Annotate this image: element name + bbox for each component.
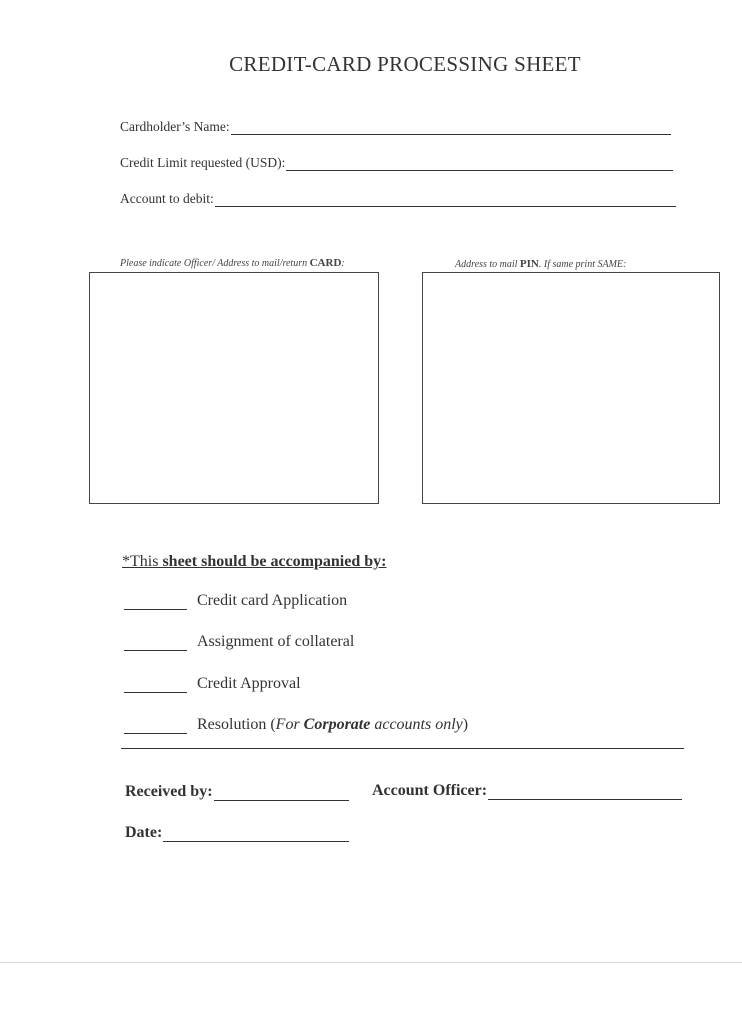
account-debit-label: Account to debit: bbox=[120, 191, 214, 206]
account-officer-field bbox=[372, 782, 682, 800]
date-field bbox=[125, 824, 349, 842]
checklist-item-credit-card-application bbox=[124, 592, 347, 610]
cardholder-name-label: Cardholder’s Name: bbox=[120, 119, 230, 134]
date-line[interactable] bbox=[163, 827, 349, 842]
checklist-item-label bbox=[197, 716, 468, 734]
checklist-item-label: Credit Approval bbox=[197, 675, 301, 692]
date-label: Date: bbox=[125, 824, 163, 841]
section-divider bbox=[121, 748, 684, 749]
account-officer-label: Account Officer: bbox=[372, 782, 488, 799]
accompanied-heading-prefix: *This bbox=[122, 553, 163, 570]
card-address-box[interactable] bbox=[89, 272, 379, 504]
pin-caption-bold: PIN bbox=[519, 258, 539, 270]
account-debit-line[interactable] bbox=[215, 194, 676, 207]
cardholder-name-field bbox=[120, 119, 671, 135]
document-title: CREDIT-CARD PROCESSING SHEET bbox=[229, 52, 581, 76]
resolution-label: Resolution ( bbox=[197, 716, 276, 733]
checklist-blank[interactable] bbox=[124, 595, 187, 610]
credit-limit-label: Credit Limit requested (USD): bbox=[120, 155, 286, 170]
checklist-blank[interactable] bbox=[124, 636, 187, 651]
account-officer-line[interactable] bbox=[488, 785, 682, 800]
card-caption-end: : bbox=[341, 258, 345, 269]
received-by-line[interactable] bbox=[214, 786, 349, 801]
card-caption-bold: CARD bbox=[309, 257, 342, 269]
account-debit-field bbox=[120, 191, 676, 207]
resolution-close-paren: ) bbox=[462, 716, 469, 733]
card-caption-text: Please indicate Officer/ Address to mail/return bbox=[120, 258, 310, 269]
checklist-item-label: Assignment of collateral bbox=[197, 633, 355, 650]
pin-caption-end: . If same print SAME: bbox=[538, 259, 627, 270]
checklist-blank[interactable] bbox=[124, 719, 187, 734]
checklist-item-label: Credit card Application bbox=[197, 592, 348, 609]
credit-limit-field bbox=[120, 155, 673, 171]
scan-edge bbox=[0, 962, 742, 963]
accompanied-heading bbox=[122, 553, 386, 571]
pin-address-caption bbox=[455, 258, 626, 270]
checklist-item-assignment-collateral bbox=[124, 633, 354, 651]
card-address-caption bbox=[120, 257, 345, 269]
checklist-blank[interactable] bbox=[124, 678, 187, 693]
resolution-accounts-only: accounts only bbox=[370, 716, 463, 733]
checklist-item-credit-approval bbox=[124, 675, 301, 693]
pin-caption-text: Address to mail bbox=[455, 259, 520, 270]
received-by-label: Received by: bbox=[125, 783, 213, 800]
pin-address-box[interactable] bbox=[422, 272, 720, 504]
received-by-field bbox=[125, 783, 349, 801]
resolution-for: For bbox=[275, 716, 304, 733]
cardholder-name-line[interactable] bbox=[231, 122, 671, 135]
credit-limit-line[interactable] bbox=[286, 158, 673, 171]
checklist-item-resolution bbox=[124, 716, 468, 734]
accompanied-heading-main: sheet should be accompanied by: bbox=[162, 553, 387, 570]
resolution-corporate: Corporate bbox=[303, 716, 371, 733]
